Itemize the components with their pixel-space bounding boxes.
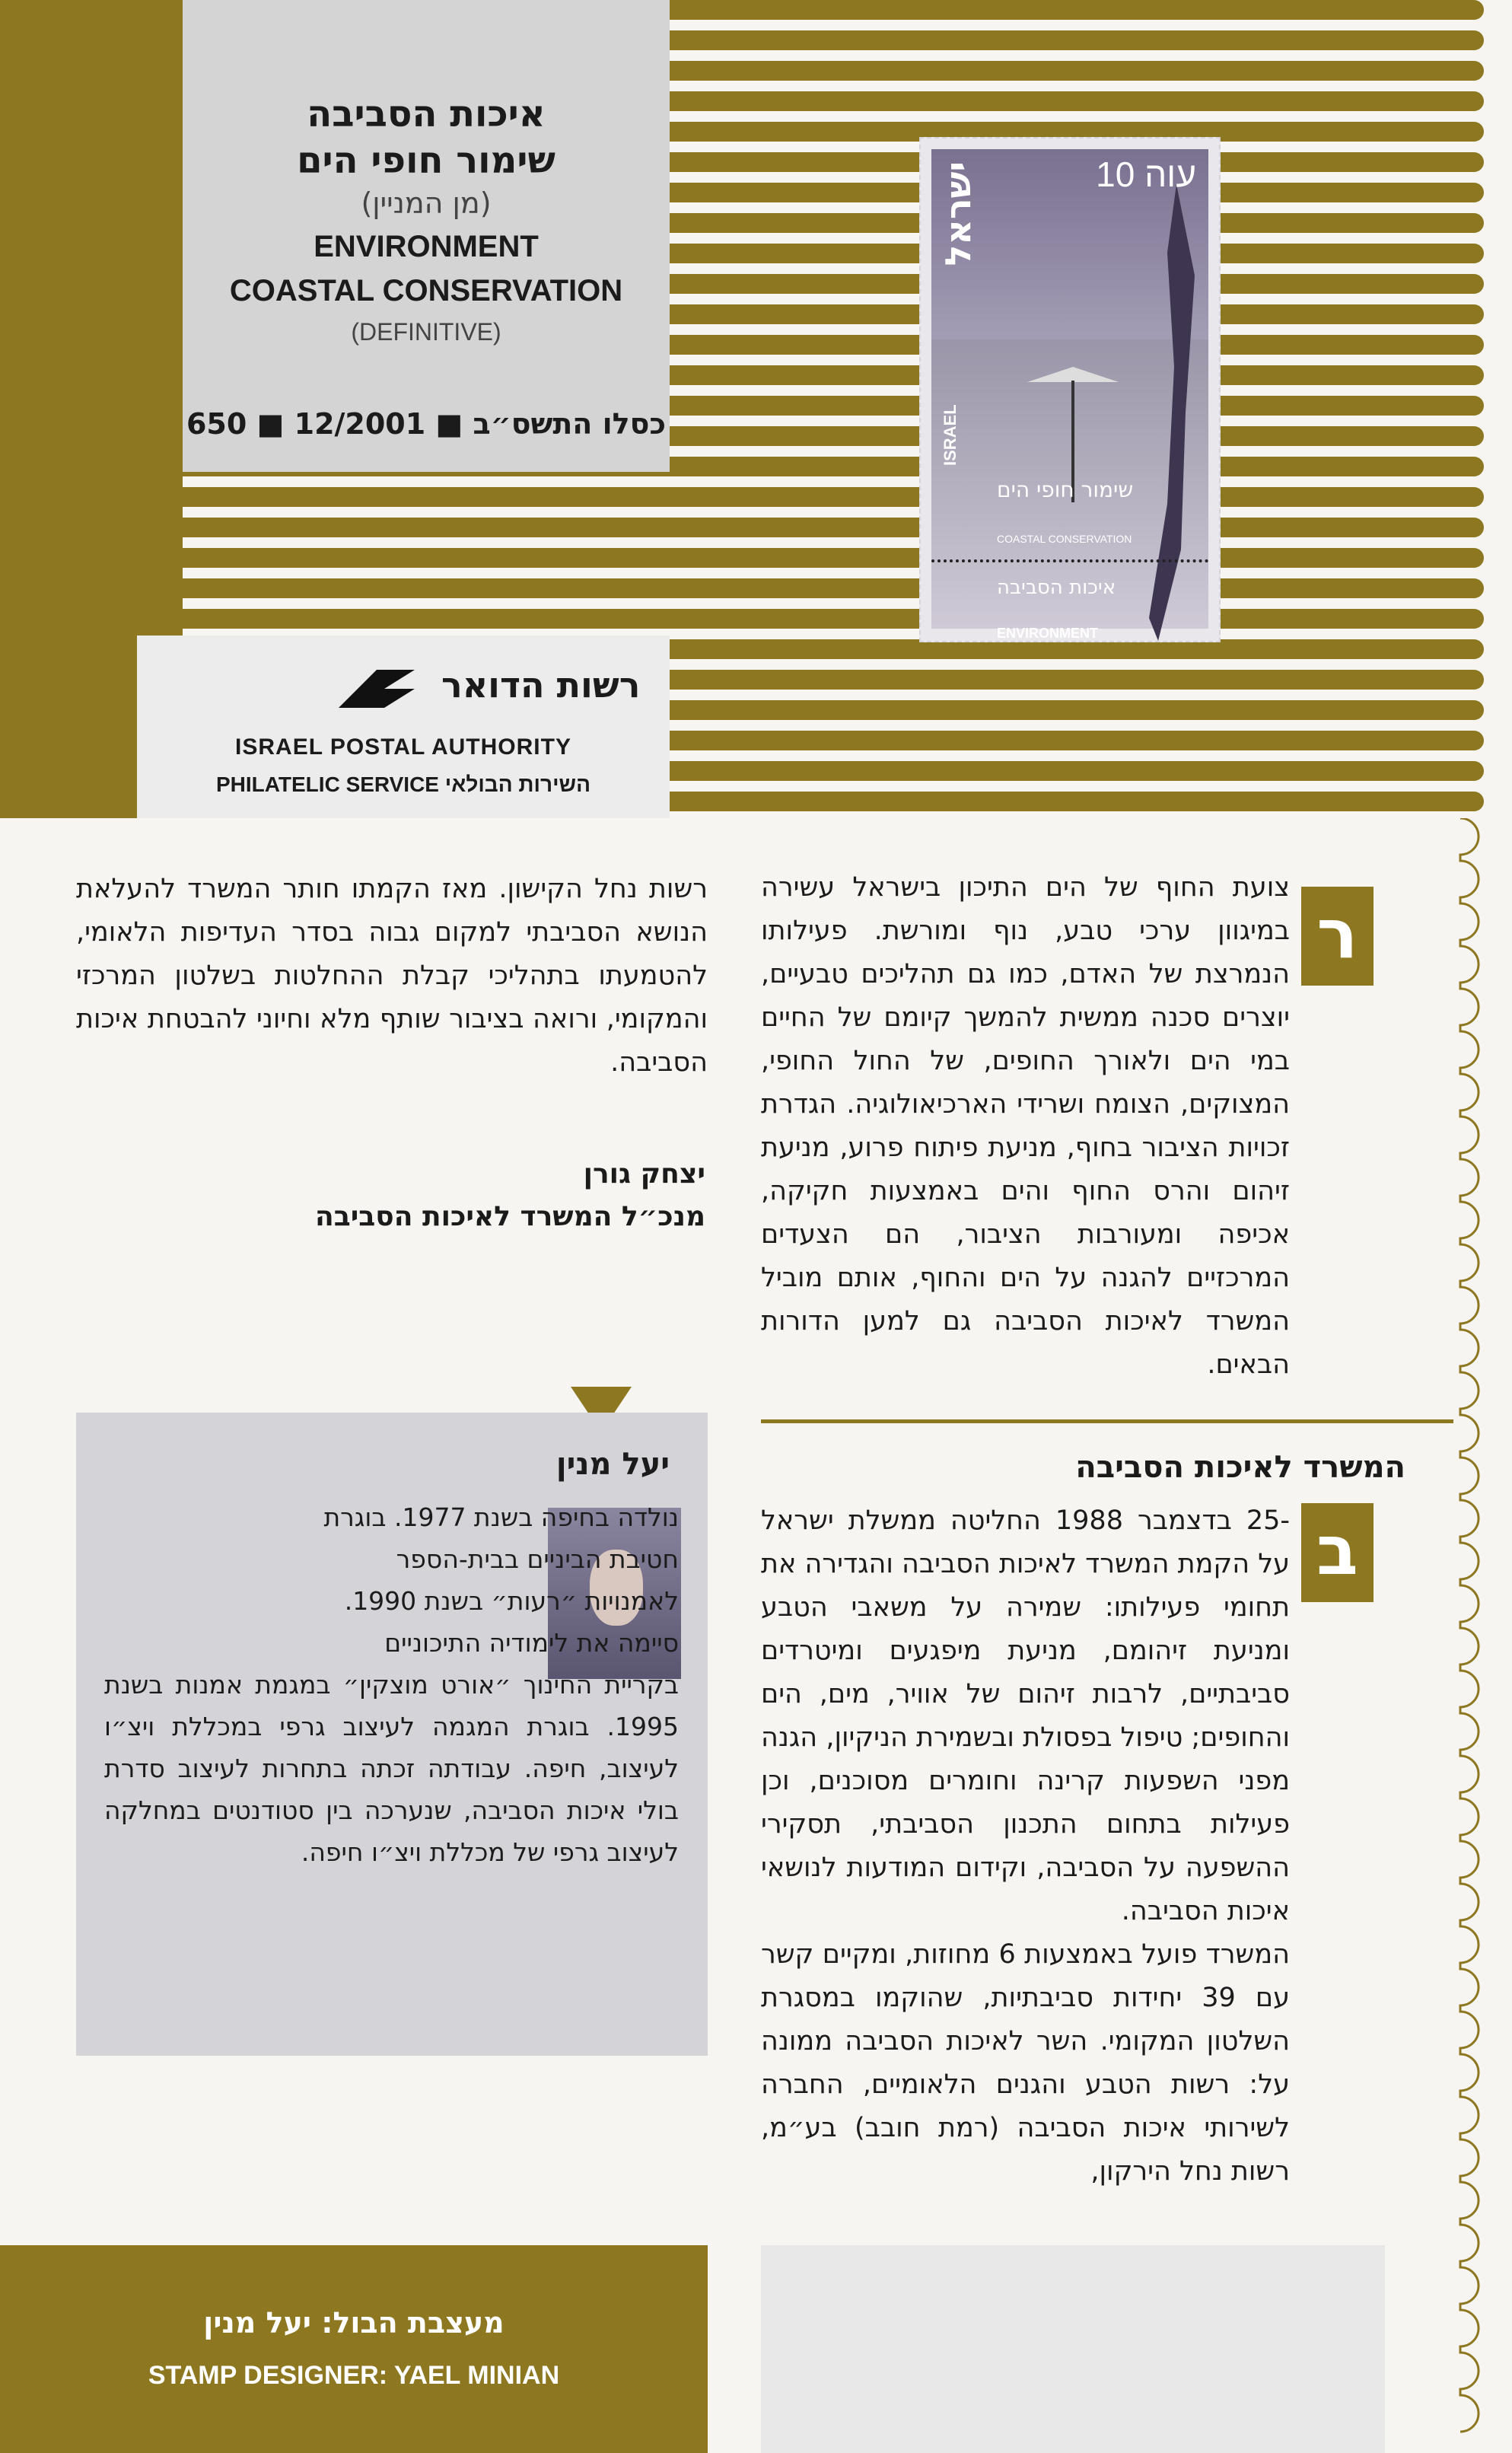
issue-date-line: כסלו התשס״ב ■ 12/2001 ■ 650 [186, 407, 667, 441]
designer-bio-text [104, 1496, 679, 1873]
postal-authority-logo-box [137, 636, 670, 818]
stamp-coast-hebrew: שימור חופי הים [997, 477, 1134, 502]
title-box [183, 0, 670, 472]
bio-line: סיימה את לימודיה התיכוניים [384, 1628, 679, 1658]
footer-designer-english: STAMP DESIGNER: YAEL MINIAN [148, 2361, 560, 2390]
title-hebrew-coastal: שימור חופי הים [297, 139, 555, 182]
footer-designer-hebrew: מעצבת הבול: יעל מנין [203, 2306, 505, 2340]
banner-stripe [0, 518, 1484, 537]
bio-line: נולדה בחיפה בשנת 1977. בוגרת [323, 1502, 679, 1532]
stamp-country-hebrew: ישראל [937, 161, 979, 266]
stamp-denomination: 10 עוה [1096, 155, 1196, 194]
stamp-coast-english: COASTAL CONSERVATION [997, 533, 1132, 545]
title-english-environment: ENVIRONMENT [314, 230, 539, 263]
designer-bio-box [76, 1413, 708, 2056]
title-english-coastal: COASTAL CONSERVATION [229, 274, 623, 307]
continuation-paragraph: רשות נחל הקישון. מאז הקמתו חותר המשרד להעלאת הנושא הסביבתי למקום גבוה בסדר העדיפות הלאומי, להטמעתו בתהליכי קבלת ההחלטות בשלטון המרכזי והמקומי, ורואה בציבור שותף מלא וחיוני להבטחת איכות הסביבה. [76, 874, 708, 1078]
bio-line: חטיבת הביניים בבית-הספר [396, 1544, 679, 1574]
bio-rest: בקריית החינוך ״אורט מוצקין״ במגמת אמנות בשנת 1995. בוגרת המגמה לעיצוב גרפי במכללת ויצ״ו לעיצוב, חיפה. עבודתה זכתה בתחרות לעיצוב סדרת בולי איכות הסביבה, שנערכה בין סטודנטים במחלקה לעיצוב גרפי של מכללת ויצ״ו חיפה. [104, 1670, 679, 1867]
drop-letter-resh: ר [1301, 887, 1374, 986]
intro-paragraph [761, 866, 1290, 1387]
banner-stripe [0, 609, 1484, 629]
banner-stripe [0, 548, 1484, 568]
scalloped-edge [1450, 818, 1510, 2453]
logo-philatelic-service: PHILATELIC SERVICE השירות הבולאי [215, 773, 590, 796]
designer-footer [0, 2245, 708, 2453]
drop-letter-bet: ב [1301, 1503, 1374, 1602]
title-hebrew-definitive: (מן המניין) [361, 186, 492, 220]
logo-english-name: ISRAEL POSTAL AUTHORITY [235, 734, 571, 760]
designer-name: יעל מנין [555, 1447, 670, 1482]
stamp-country-english: ISRAEL [941, 404, 960, 466]
stamp-environment-hebrew: איכות הסביבה [997, 576, 1116, 599]
stamp-environment-english: ENVIRONMENT [997, 626, 1099, 641]
top-banner [0, 0, 1512, 818]
stamp-perforation [931, 559, 1208, 562]
title-english-definitive: (DEFINITIVE) [351, 318, 501, 346]
section-divider [761, 1419, 1453, 1423]
logo-hebrew-name: רשות הדואר [441, 664, 641, 706]
intro-paragraph-text: צועת החוף של הים התיכון בישראל עשירה במיגוון ערכי טבע, נוף ומורשת. פעילותו הנמרצת של האדם, כמו גם תהליכים טבעיים, יוצרים סכנה ממשית להמשך קיומם של החיים במי הים ולאורך החופים, של החול החופי, המצוקים, הצומח ושרידי הארכיאולוגיה. הגדרת זכויות הציבור בחוף, מניעת פיתוח פרוע, מניעת זיהום והרס החוף והים באמצעות חקיקה, אכיפה ומעורבות הציבור, הם הצעדים המרכזיים להגנה על הים והחוף, אותם מוביל המשרד לאיכות הסביבה גם למען הדורות הבאים. [761, 872, 1290, 1380]
ministry-paragraph-1: -25 בדצמבר 1988 החליטה ממשלת ישראל על הקמת המשרד לאיכות הסביבה והגדירה את תחומי פעילותו: שמירה על משאבי הטבע ומניעת זיהומם, מניעת מיפגעים ומיטרדים סביבתיים, לרבות זיהום של אוויר, מים, הים והחופים; טיפול בפסולת ובשמירת הניקיון, הגנה מפני השפעות קרינה וחומרים מסוכנים, וכן פעילות בתחום התכנון הסביבתי, תסקירי ההשפעה על הסביבה, וקידום המודעות לנושאי איכות הסביבה. [760, 1505, 1290, 1926]
banner-stripe [0, 487, 1484, 507]
banner-stripe [0, 578, 1484, 598]
stamp-image [919, 137, 1221, 642]
faint-background-box [761, 2245, 1385, 2453]
bio-line: לאמנויות ״רעות״ בשנת 1990. [344, 1586, 679, 1616]
ministry-heading: המשרד לאיכות הסביבה [1075, 1450, 1405, 1485]
ministry-paragraph-2: המשרד פועל באמצעות 6 מחוזות, ומקיים קשר עם 39 יחידות סביבתיות, שהוקמו במסגרת השלטון המקומי. השר לאיכות הסביבה ממונה על: רשות הטבע והגנים הלאומיים, החברה לשירותי איכות הסביבה (רמת חובב) בע״מ, רשות נחל הירקון, [761, 1939, 1290, 2187]
signer-title: מנכ״ל המשרד לאיכות הסביבה [315, 1201, 705, 1232]
postal-horn-icon [331, 655, 422, 715]
signer-name: יצחק גורן [583, 1158, 705, 1190]
ministry-paragraphs [761, 1499, 1290, 2193]
title-hebrew-environment: איכות הסביבה [307, 93, 546, 135]
